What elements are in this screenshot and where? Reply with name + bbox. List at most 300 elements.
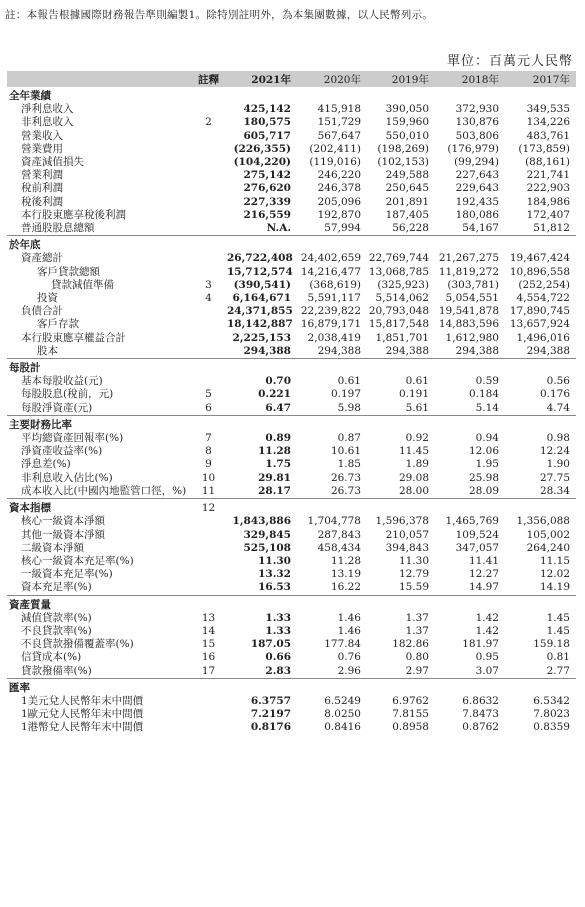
value-2019: 1,851,701 — [375, 331, 429, 344]
empty-cell — [367, 359, 435, 376]
value-2021: 1.33 — [265, 624, 291, 637]
value-2019: 1,596,378 — [375, 515, 429, 528]
table-row — [7, 445, 576, 458]
row-label: 股本 — [37, 344, 58, 357]
value-2018: 19,541,878 — [438, 305, 499, 318]
value-2019: 13,068,785 — [368, 265, 429, 278]
empty-cell — [227, 87, 299, 103]
value-2019: 394,843 — [385, 541, 429, 554]
row-note — [190, 375, 227, 388]
value-2018: 12.27 — [468, 568, 499, 581]
value-2017: 6.5342 — [533, 694, 570, 707]
value-2019: 12.79 — [398, 568, 429, 581]
empty-cell — [227, 499, 299, 516]
value-2019: 1.37 — [405, 611, 429, 624]
value-2020: 0.197 — [330, 388, 361, 401]
row-note: 13 — [201, 611, 216, 624]
row-label: 信貸成本(%) — [21, 651, 82, 664]
value-2017: 1,496,016 — [516, 331, 570, 344]
section-title: 於年底 — [7, 236, 190, 253]
row-label: 客戶貸款總額 — [37, 265, 100, 278]
table-row — [7, 402, 576, 416]
value-2018: 0.94 — [475, 432, 499, 445]
value-2018: 130,876 — [455, 116, 499, 129]
value-2019: 28.00 — [398, 484, 429, 497]
section-title: 匯率 — [7, 678, 190, 695]
value-2017: 1,356,088 — [516, 515, 570, 528]
row-label: 負債合計 — [21, 305, 63, 318]
table-row — [7, 388, 576, 401]
value-2018: 14.97 — [468, 581, 499, 594]
value-2021: 2.83 — [265, 664, 291, 677]
value-2020: 205,096 — [317, 195, 361, 208]
value-2020: 192,870 — [317, 208, 361, 221]
table-row — [7, 222, 576, 236]
value-2018: (303,781) — [447, 278, 499, 291]
value-2018: 0.95 — [475, 651, 499, 664]
table-row — [7, 332, 576, 345]
value-2020: 16,879,171 — [300, 318, 361, 331]
row-note: 6 — [205, 401, 212, 414]
value-2019: 5.61 — [405, 401, 429, 414]
empty-cell — [435, 678, 505, 695]
value-2021: 425,142 — [243, 103, 291, 116]
row-label: 本行股東應享權益合計 — [21, 331, 126, 344]
value-2020: 14,216,477 — [300, 265, 361, 278]
empty-cell — [505, 87, 576, 103]
row-label: 核心一級資本充足率(%) — [21, 554, 134, 567]
row-label: 非利息收入 — [21, 116, 74, 129]
value-2019: 15,817,548 — [368, 318, 429, 331]
value-2020: 2,038,419 — [307, 331, 361, 344]
value-2017: 184,986 — [526, 195, 570, 208]
table-row — [7, 665, 576, 679]
row-note: 5 — [205, 388, 212, 401]
empty-cell — [227, 415, 299, 432]
row-note: 9 — [205, 458, 212, 471]
row-note: 14 — [201, 624, 216, 637]
row-label: 貸款減值準備 — [51, 278, 114, 291]
value-2020: 294,388 — [317, 344, 361, 357]
value-2021: (390,541) — [233, 278, 291, 291]
section-note — [190, 678, 227, 695]
value-2020: (119,016) — [309, 156, 361, 169]
value-2018: 1.42 — [475, 611, 499, 624]
value-2019: 20,793,048 — [368, 305, 429, 318]
row-note: 3 — [205, 278, 212, 291]
value-2018: 1,612,980 — [445, 331, 499, 344]
row-label: 資產減值損失 — [21, 156, 84, 169]
value-2017: 13,657,924 — [509, 318, 570, 331]
value-2018: 227,643 — [455, 169, 499, 182]
value-2021: 0.8176 — [250, 721, 291, 734]
value-2018: 5.14 — [475, 401, 499, 414]
table-row — [7, 116, 576, 129]
table-row — [7, 196, 576, 209]
row-note — [190, 529, 227, 542]
value-2018: 181.97 — [462, 638, 499, 651]
empty-cell — [227, 678, 299, 695]
financial-highlights-table — [7, 71, 576, 735]
empty-cell — [367, 236, 435, 253]
section-header-row — [7, 87, 576, 103]
row-label: 非利息收入佔比(%) — [21, 471, 113, 484]
row-note — [190, 182, 227, 195]
empty-cell — [299, 415, 367, 432]
value-2017: 0.8359 — [533, 721, 570, 734]
value-2019: 550,010 — [385, 129, 429, 142]
table-row — [7, 279, 576, 292]
value-2020: 1.46 — [337, 611, 361, 624]
empty-cell — [367, 595, 435, 612]
section-title: 全年業績 — [9, 90, 51, 102]
value-2017: 0.56 — [546, 375, 570, 388]
value-2018: 25.98 — [468, 471, 499, 484]
value-2021: 6,164,671 — [232, 292, 291, 305]
empty-cell — [299, 236, 367, 253]
value-2021: 6.3757 — [250, 694, 291, 707]
row-note: 11 — [201, 484, 216, 497]
empty-cell — [435, 87, 505, 103]
value-2021: 7.2197 — [250, 708, 291, 721]
row-label: 淨息差(%) — [21, 458, 71, 471]
value-2021: 525,108 — [243, 541, 291, 554]
value-2017: 172,407 — [526, 208, 570, 221]
value-2017: 134,226 — [526, 116, 570, 129]
value-2020: 0.8416 — [324, 721, 361, 734]
value-2019: 0.8958 — [392, 721, 429, 734]
row-label: 一級資本充足率(%) — [21, 568, 113, 581]
value-2017: 1.90 — [546, 458, 570, 471]
value-2017: 1.45 — [546, 624, 570, 637]
empty-cell — [367, 499, 435, 516]
row-note — [190, 695, 227, 708]
row-note — [190, 515, 227, 528]
row-label: 資本充足率(%) — [21, 581, 92, 594]
table-row — [7, 625, 576, 638]
row-note — [190, 345, 227, 359]
value-2019: 1.89 — [405, 458, 429, 471]
value-2021: 13.32 — [258, 568, 291, 581]
value-2020: 458,434 — [317, 541, 361, 554]
value-2018: 109,524 — [455, 528, 499, 541]
value-2019: (102,153) — [377, 156, 429, 169]
value-2017: 51,812 — [533, 222, 570, 235]
empty-cell — [299, 499, 367, 516]
value-2018: (99,294) — [454, 156, 499, 169]
value-2018: 11.41 — [468, 554, 499, 567]
value-2019: 11.30 — [398, 554, 429, 567]
table-row — [7, 612, 576, 625]
value-2017: 0.98 — [546, 432, 570, 445]
value-2020: 57,994 — [324, 222, 361, 235]
value-2017: 221,741 — [526, 169, 570, 182]
row-label: 核心一級資本淨額 — [21, 515, 105, 528]
value-2017: 2.77 — [546, 664, 570, 677]
table-row — [7, 156, 576, 169]
header-2021: 2021年 — [227, 71, 299, 87]
value-2019: 5,514,062 — [375, 292, 429, 305]
value-2020: 151,729 — [317, 116, 361, 129]
value-2021: N.A. — [266, 222, 291, 235]
empty-cell — [505, 415, 576, 432]
value-2018: 372,930 — [455, 103, 499, 116]
value-2020: 16.22 — [330, 581, 361, 594]
value-2020: 246,220 — [317, 169, 361, 182]
empty-cell — [299, 678, 367, 695]
value-2018: 11,819,272 — [438, 265, 499, 278]
section-note — [190, 236, 227, 253]
section-note — [190, 87, 227, 103]
value-2019: 11.45 — [398, 445, 429, 458]
row-label: 1歐元兌人民幣年末中間價 — [21, 708, 144, 721]
value-2019: 210,057 — [385, 528, 429, 541]
value-2019: (198,269) — [377, 142, 429, 155]
value-2018: 54,167 — [462, 222, 499, 235]
value-2021: 605,717 — [243, 129, 291, 142]
value-2019: 159,960 — [385, 116, 429, 129]
empty-cell — [299, 87, 367, 103]
value-2021: 29.81 — [258, 471, 291, 484]
value-2019: 182.86 — [392, 638, 429, 651]
value-2018: 229,643 — [455, 182, 499, 195]
row-label: 資產總計 — [21, 252, 63, 265]
row-note: 10 — [201, 471, 216, 484]
value-2018: 1.95 — [475, 458, 499, 471]
row-note — [190, 156, 227, 169]
value-2021: 294,388 — [243, 344, 291, 357]
empty-cell — [299, 595, 367, 612]
table-row — [7, 266, 576, 279]
value-2021: 11.28 — [258, 445, 291, 458]
empty-cell — [367, 87, 435, 103]
table-row — [7, 169, 576, 182]
row-note — [190, 252, 227, 265]
value-2019: 0.80 — [405, 651, 429, 664]
table-row — [7, 708, 576, 721]
section-title: 主要財務比率 — [7, 415, 190, 432]
value-2017: (173,859) — [518, 142, 570, 155]
value-2020: 567,647 — [317, 129, 361, 142]
value-2021: 1.75 — [265, 458, 291, 471]
section-title: 每股計 — [7, 359, 190, 376]
row-note — [190, 130, 227, 143]
value-2020: 13.19 — [330, 568, 361, 581]
value-2017: 105,002 — [526, 528, 570, 541]
value-2021: 0.70 — [265, 375, 291, 388]
header-2019: 2019年 — [367, 71, 435, 87]
empty-cell — [505, 678, 576, 695]
table-row — [7, 305, 576, 318]
row-label: 營業利潤 — [21, 169, 63, 182]
value-2018: 0.184 — [468, 388, 499, 401]
value-2020: 26.73 — [330, 484, 361, 497]
value-2020: 0.87 — [337, 432, 361, 445]
row-note: 16 — [201, 651, 216, 664]
value-2017: 17,890,745 — [509, 305, 570, 318]
row-note — [190, 209, 227, 222]
value-2018: 294,388 — [455, 344, 499, 357]
value-2017: 0.81 — [546, 651, 570, 664]
value-2018: 180,086 — [455, 208, 499, 221]
value-2020: (202,411) — [309, 142, 361, 155]
empty-cell — [435, 415, 505, 432]
value-2019: 0.191 — [398, 388, 429, 401]
section-header-row — [7, 236, 576, 253]
empty-cell — [367, 415, 435, 432]
table-row — [7, 472, 576, 485]
table-row — [7, 485, 576, 499]
value-2021: 0.221 — [258, 388, 291, 401]
value-2017: (88,161) — [525, 156, 570, 169]
value-2019: 187,405 — [385, 208, 429, 221]
table-row — [7, 375, 576, 388]
table-row — [7, 345, 576, 359]
value-2018: 1.42 — [475, 624, 499, 637]
value-2020: 1,704,778 — [307, 515, 361, 528]
row-note: 17 — [201, 664, 216, 677]
empty-cell — [505, 359, 576, 376]
value-2021: 216,559 — [243, 208, 291, 221]
table-row — [7, 130, 576, 143]
value-2021: 0.66 — [265, 651, 291, 664]
section-title: 資本指標 — [7, 499, 190, 516]
value-2021: 227,339 — [243, 195, 291, 208]
row-label: 淨利息收入 — [21, 103, 74, 116]
value-2019: 0.92 — [405, 432, 429, 445]
value-2017: 349,535 — [526, 103, 570, 116]
row-label: 二級資本淨額 — [21, 541, 84, 554]
value-2017: 4,554,722 — [516, 292, 570, 305]
row-note — [190, 305, 227, 318]
value-2020: 0.61 — [337, 375, 361, 388]
row-note — [190, 555, 227, 568]
value-2019: 250,645 — [385, 182, 429, 195]
row-note: 4 — [205, 292, 212, 305]
value-2018: 12.06 — [468, 445, 499, 458]
section-note — [190, 595, 227, 612]
value-2017: 10,896,558 — [509, 265, 570, 278]
value-2019: 56,228 — [392, 222, 429, 235]
row-label: 貸款撥備率(%) — [21, 664, 92, 677]
row-label: 成本收入比(中國內地監管口徑，%) — [21, 484, 187, 497]
row-label: 營業費用 — [21, 142, 63, 155]
row-note — [190, 103, 227, 116]
value-2021: 275,142 — [243, 169, 291, 182]
value-2019: 2.97 — [405, 664, 429, 677]
row-note — [190, 332, 227, 345]
row-label: 其他一級資本淨額 — [21, 528, 105, 541]
value-2017: 7.8023 — [533, 708, 570, 721]
row-label: 平均總資產回報率(%) — [21, 432, 124, 445]
value-2021: 329,845 — [243, 528, 291, 541]
value-2020: 415,918 — [317, 103, 361, 116]
empty-cell — [505, 595, 576, 612]
value-2021: 187.05 — [250, 638, 291, 651]
row-note — [190, 222, 227, 236]
section-note — [190, 415, 227, 432]
section-header-row — [7, 499, 576, 516]
row-note — [190, 542, 227, 555]
value-2020: 177.84 — [324, 638, 361, 651]
table-row — [7, 143, 576, 156]
table-row — [7, 432, 576, 445]
value-2017: 12.24 — [539, 445, 570, 458]
header-2017: 2017年 — [505, 71, 576, 87]
value-2020: 5.98 — [337, 401, 361, 414]
value-2017: 222,903 — [526, 182, 570, 195]
row-label: 不良貸款率(%) — [21, 624, 92, 637]
table-row — [7, 515, 576, 528]
row-note: 8 — [205, 445, 212, 458]
empty-cell — [505, 236, 576, 253]
value-2018: 0.8762 — [462, 721, 499, 734]
value-2017: 294,388 — [526, 344, 570, 357]
value-2017: 27.75 — [539, 471, 570, 484]
section-header-row — [7, 595, 576, 612]
row-label: 1美元兌人民幣年末中間價 — [21, 694, 144, 707]
header-2020: 2020年 — [299, 71, 367, 87]
table-row — [7, 103, 576, 116]
empty-cell — [227, 236, 299, 253]
value-2017: 0.176 — [539, 388, 570, 401]
section-note — [190, 359, 227, 376]
value-2019: 0.61 — [405, 375, 429, 388]
value-2017: 28.34 — [539, 484, 570, 497]
value-2019: 29.08 — [398, 471, 429, 484]
value-2020: 5,591,117 — [307, 292, 361, 305]
value-2019: 6.9762 — [392, 694, 429, 707]
report-note: 註：本報告根據國際財務報告準則編製1。除特別註明外，為本集團數據，以人民幣列示。 — [5, 9, 434, 21]
value-2020: 8.0250 — [324, 708, 361, 721]
value-2018: 7.8473 — [462, 708, 499, 721]
table-row — [7, 182, 576, 195]
value-2019: 249,588 — [385, 169, 429, 182]
row-label: 營業收入 — [21, 129, 63, 142]
value-2019: 15.59 — [398, 581, 429, 594]
table-row — [7, 252, 576, 265]
table-row — [7, 568, 576, 581]
row-label: 客戶存款 — [37, 318, 79, 331]
value-2020: 1.85 — [337, 458, 361, 471]
row-label: 每股淨資產(元) — [21, 401, 93, 414]
empty-cell — [435, 595, 505, 612]
row-note: 15 — [201, 638, 216, 651]
value-2019: 390,050 — [385, 103, 429, 116]
header-blank — [7, 71, 190, 87]
row-note — [190, 581, 227, 595]
section-header-row — [7, 359, 576, 376]
value-2021: 24,371,855 — [227, 305, 293, 318]
value-2017: 14.19 — [539, 581, 570, 594]
value-2021: 0.89 — [265, 432, 291, 445]
value-2021: 1,843,886 — [232, 515, 291, 528]
value-2020: 1.46 — [337, 624, 361, 637]
value-2021: 15,712,574 — [227, 265, 293, 278]
header-row — [7, 71, 576, 87]
value-2020: 246,378 — [317, 182, 361, 195]
value-2020: 10.61 — [330, 445, 361, 458]
section-header-row — [7, 415, 576, 432]
table-row — [7, 581, 576, 595]
value-2018: 21,267,275 — [438, 252, 499, 265]
row-note — [190, 169, 227, 182]
value-2020: 2.96 — [337, 664, 361, 677]
section-note: 12 — [190, 499, 227, 516]
value-2021: 276,620 — [243, 182, 291, 195]
row-note — [190, 318, 227, 331]
empty-cell — [227, 359, 299, 376]
